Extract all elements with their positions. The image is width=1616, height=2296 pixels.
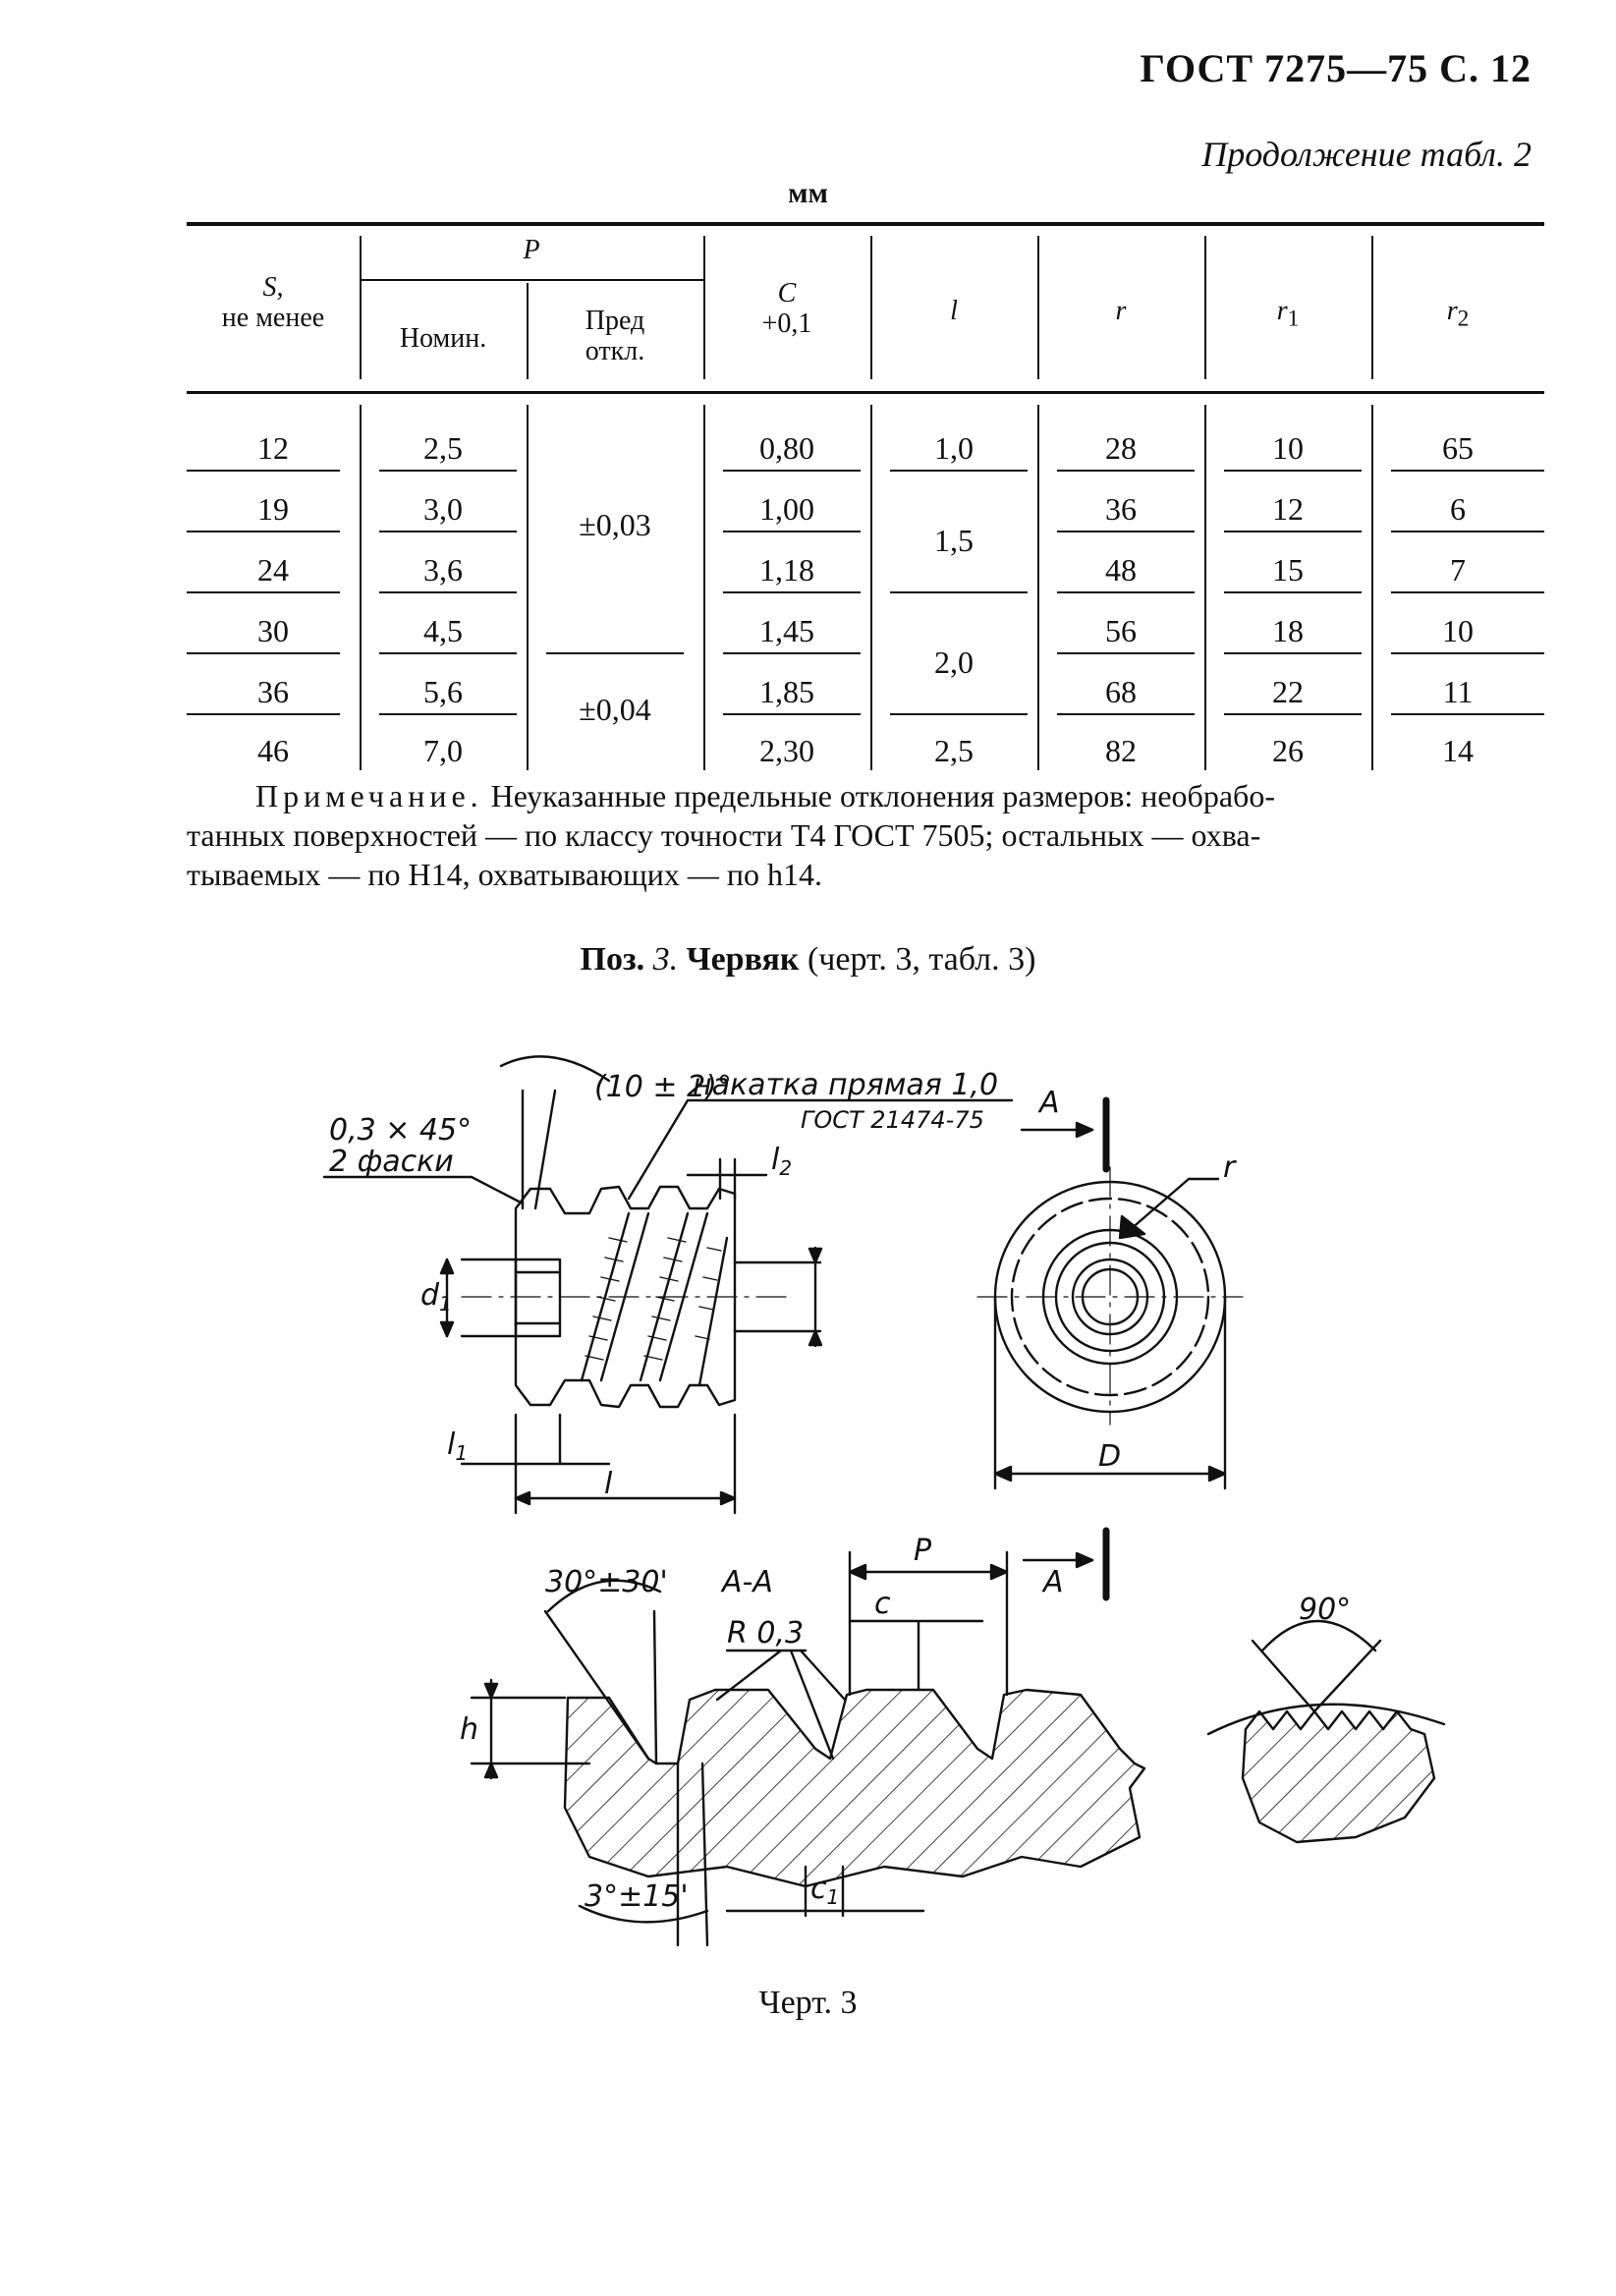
row-rule [1391,470,1544,472]
cell-r1: 22 [1272,674,1304,709]
label-knurl: накатка прямая 1,0 [693,1068,999,1102]
note-line-3: тываемых — по H14, охватывающих — по h14. [187,857,822,892]
note-line-2: танных поверхностей — по классу точности Т4 ГОСТ 7505; остальных — охва- [187,817,1261,853]
label-p: P [914,1534,932,1568]
row-rule [723,713,861,715]
table-vline [527,405,529,770]
row-rule [1224,531,1362,532]
label-r03: R 0,3 [727,1616,805,1651]
row-rule [890,591,1028,593]
label-a-top: A [1039,1086,1060,1120]
cell-p-nom: 7,0 [423,733,463,768]
cell-r1: 18 [1272,613,1304,648]
table-header-rule [187,391,1544,394]
row-rule [1391,713,1544,715]
label-angle-bottom: 3°±15' [585,1879,689,1914]
cell-c: 1,45 [759,613,814,648]
row-rule [1057,713,1195,715]
cell-r: 48 [1105,552,1137,588]
cell-s: 36 [257,674,289,709]
header-r2: $r_2$ [1446,296,1470,332]
row-rule [723,470,861,472]
row-rule [1391,591,1544,593]
knurl-ticks [585,1238,721,1360]
row-rule [1057,470,1195,472]
table-continuation-label: Продолжение табл. 2 [1201,135,1532,174]
row-rule [1057,591,1195,593]
row-rule [723,652,861,654]
cell-r1: 15 [1272,552,1304,588]
table-vline [1037,405,1039,770]
label-knurl-standard: ГОСТ 21474-75 [801,1106,984,1134]
row-rule [187,531,340,532]
header-p: P [523,235,540,265]
cell-r2: 7 [1450,552,1466,588]
row-rule [723,531,861,532]
row-rule [723,591,861,593]
cell-l-merged: 2,0 [934,644,974,680]
table-vline [360,405,362,770]
label-r: r [1223,1150,1236,1185]
cell-l: 1,0 [934,430,974,466]
table-note [187,776,1544,894]
cell-p-nom: 4,5 [423,613,463,648]
table-vline [1371,405,1373,770]
table-vline [527,283,529,379]
cell-p-dev-merged: ±0,03 [579,507,651,542]
cell-r: 28 [1105,430,1137,466]
cell-r2: 65 [1442,430,1474,466]
table-vline [870,405,872,770]
cell-r: 82 [1105,733,1137,768]
cell-p-dev-merged: ±0,04 [579,692,651,727]
row-rule [890,470,1028,472]
page-header: ГОСТ 7275—75 С. 12 [1140,46,1532,90]
header-c: C +0,1 [761,278,812,339]
cell-r1: 10 [1272,430,1304,466]
row-rule [379,713,517,715]
figure-caption: Черт. 3 [758,1985,858,2021]
cell-r1: 26 [1272,733,1304,768]
header-p-nominal: Номин. [399,323,487,354]
label-angle-top: (10 ± 2)° [594,1070,732,1104]
cell-r: 68 [1105,674,1137,709]
row-rule [187,470,340,472]
row-rule [546,652,684,654]
cell-r1: 12 [1272,491,1304,527]
header-s: S, не менее [221,272,325,333]
row-rule [1057,531,1195,532]
cell-p-nom: 5,6 [423,674,463,709]
table-p-subheader-rule [360,279,703,281]
label-thread-angle: 30°±30' [545,1565,668,1599]
cell-s: 46 [257,733,289,768]
cell-r2: 10 [1442,613,1474,648]
row-rule [379,591,517,593]
section-aa [472,1552,1144,1945]
row-rule [187,713,340,715]
section-title: Поз. 3. Червяк (черт. 3, табл. 3) [580,941,1036,978]
cell-c: 0,80 [759,430,814,466]
label-l1: $l_1$ [447,1428,469,1465]
cell-r2: 11 [1442,674,1474,709]
knurl-profile-detail [1208,1621,1444,1842]
table-vline [703,405,705,770]
label-c: c [874,1587,891,1621]
cell-r2: 14 [1442,733,1474,768]
label-h: h [460,1712,479,1747]
label-d: D [1098,1439,1122,1474]
row-rule [1224,652,1362,654]
label-d1: $d_1$ [420,1278,452,1316]
worm-drawing [0,1002,1616,1985]
cell-s: 12 [257,430,289,466]
label-chamfer: 0,3 × 45° [329,1113,473,1148]
cell-s: 30 [257,613,289,648]
cell-r: 36 [1105,491,1137,527]
label-section-aa: A-A [722,1565,773,1599]
cell-r2: 6 [1450,491,1466,527]
header-l: l [950,296,958,326]
table-top-rule [187,222,1544,226]
cell-c: 1,00 [759,491,814,527]
label-angle-90: 90° [1299,1593,1352,1627]
row-rule [1224,591,1362,593]
row-rule [1224,713,1362,715]
row-rule [1391,531,1544,532]
label-a-bottom: A [1043,1565,1064,1599]
label-chamfer-count: 2 фаски [329,1145,454,1179]
label-c1: $c_1$ [810,1872,840,1909]
table-vline [1204,405,1206,770]
row-rule [1057,652,1195,654]
row-rule [187,652,340,654]
cell-p-nom: 3,0 [423,491,463,527]
cell-r: 56 [1105,613,1137,648]
cell-p-nom: 2,5 [423,430,463,466]
header-p-deviation: Пред откл. [585,306,645,366]
row-rule [1224,470,1362,472]
cell-c: 1,85 [759,674,814,709]
row-rule [890,713,1028,715]
cell-p-nom: 3,6 [423,552,463,588]
cell-l: 2,5 [934,733,974,768]
row-rule [379,470,517,472]
row-rule [379,652,517,654]
header-r1: $r_1$ [1276,296,1300,332]
cell-s: 19 [257,491,289,527]
row-rule [1391,652,1544,654]
cell-l-merged: 1,5 [934,523,974,558]
row-rule [379,531,517,532]
label-l2: $l_2$ [771,1143,793,1180]
units-label: мм [788,177,828,209]
worm-front-view [977,1167,1243,1597]
cell-c: 2,30 [759,733,814,768]
cell-c: 1,18 [759,552,814,588]
note-line-1: Примечание. Неуказанные предельные отклонения размеров: необрабо- [255,778,1275,813]
label-l: l [604,1467,613,1501]
header-r: r [1115,296,1127,326]
row-rule [187,591,340,593]
cell-s: 24 [257,552,289,588]
